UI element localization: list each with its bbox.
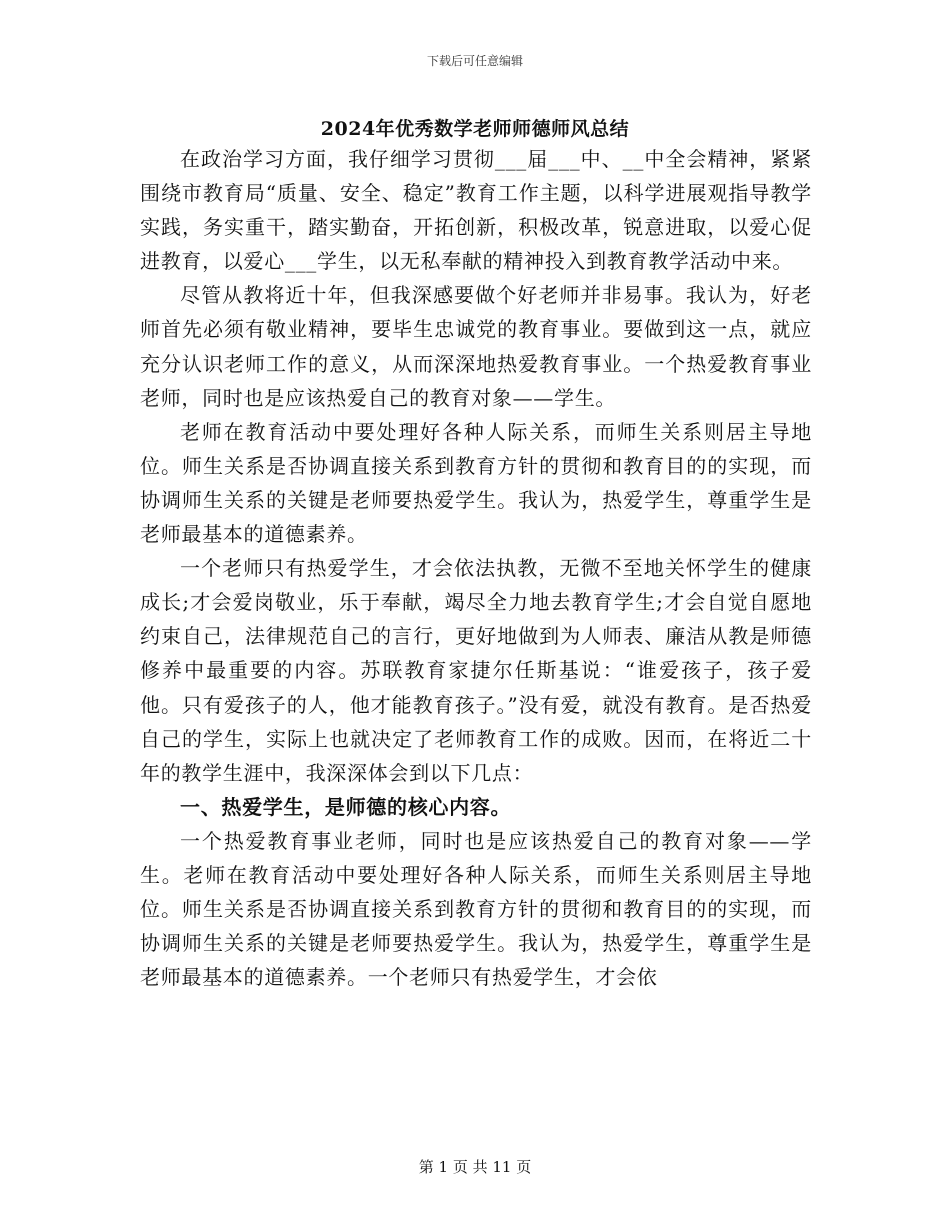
- header-note: 下载后可任意编辑: [426, 54, 523, 68]
- document-body: [140, 142, 812, 994]
- page-number-footer: 第 1 页 共 11 页: [418, 1158, 532, 1176]
- paragraph-teacher-student-relation: 老师在教育活动中要处理好各种人际关系，而师生关系则居主导地位。师生关系是否协调直接关系到教育方针的贯彻和教育目的的实现，而协调师生关系的关键是老师要热爱学生。我认为，热爱学生，尊重学生是老师最基本的道德素养。: [140, 419, 812, 547]
- paragraph-political-study: 在政治学习方面，我仔细学习贯彻___届___中、__中全会精神，紧紧围绕市教育局“质量、安全、稳定”教育工作主题，以科学进展观指导教学实践，务实重干，踏实勤奋，开拓创新，积极改革，锐意进取，以爱心促进教育，以爱心___学生，以无私奉献的精神投入到教育教学活动中来。: [140, 147, 812, 274]
- document-title: 2024年优秀数学老师师德师风总结: [320, 118, 630, 140]
- paragraph-section-one: 一个热爱教育事业老师，同时也是应该热爱自己的教育对象——学生。老师在教育活动中要处理好各种人际关系，而师生关系则居主导地位。师生关系是否协调直接关系到教育方针的贯彻和教育目的的实现，而协调师生关系的关键是老师要热爱学生。我认为，热爱学生，尊重学生是老师最基本的道德素养。一个老师只有热爱学生，才会依: [140, 828, 812, 990]
- paragraph-dedication: 尽管从教将近十年，但我深感要做个好老师并非易事。我认为，好老师首先必须有敬业精神，要毕生忠诚党的教育事业。要做到这一点，就应充分认识老师工作的意义，从而深深地热爱教育事业。一个热爱教育事业老师，同时也是应该热爱自己的教育对象——学生。: [140, 283, 812, 410]
- section-heading: 一、热爱学生，是师德的核心内容。: [180, 794, 512, 819]
- paragraph-love-students: 一个老师只有热爱学生，才会依法执教，无微不至地关怀学生的健康成长;才会爱岗敬业，乐于奉献，竭尽全力地去教育学生;才会自觉自愿地约束自己，法律规范自己的言行，更好地做到为人师表、廉洁从教是师德修养中最重要的内容。苏联教育家捷尔任斯基说：“谁爱孩子，孩子爱他。只有爱孩子的人，他才能教育孩子。”没有爱，就没有教育。是否热爱自己的学生，实际上也就决定了老师教育工作的成败。因而，在将近二十年的教学生涯中，我深深体会到以下几点：: [140, 556, 812, 785]
